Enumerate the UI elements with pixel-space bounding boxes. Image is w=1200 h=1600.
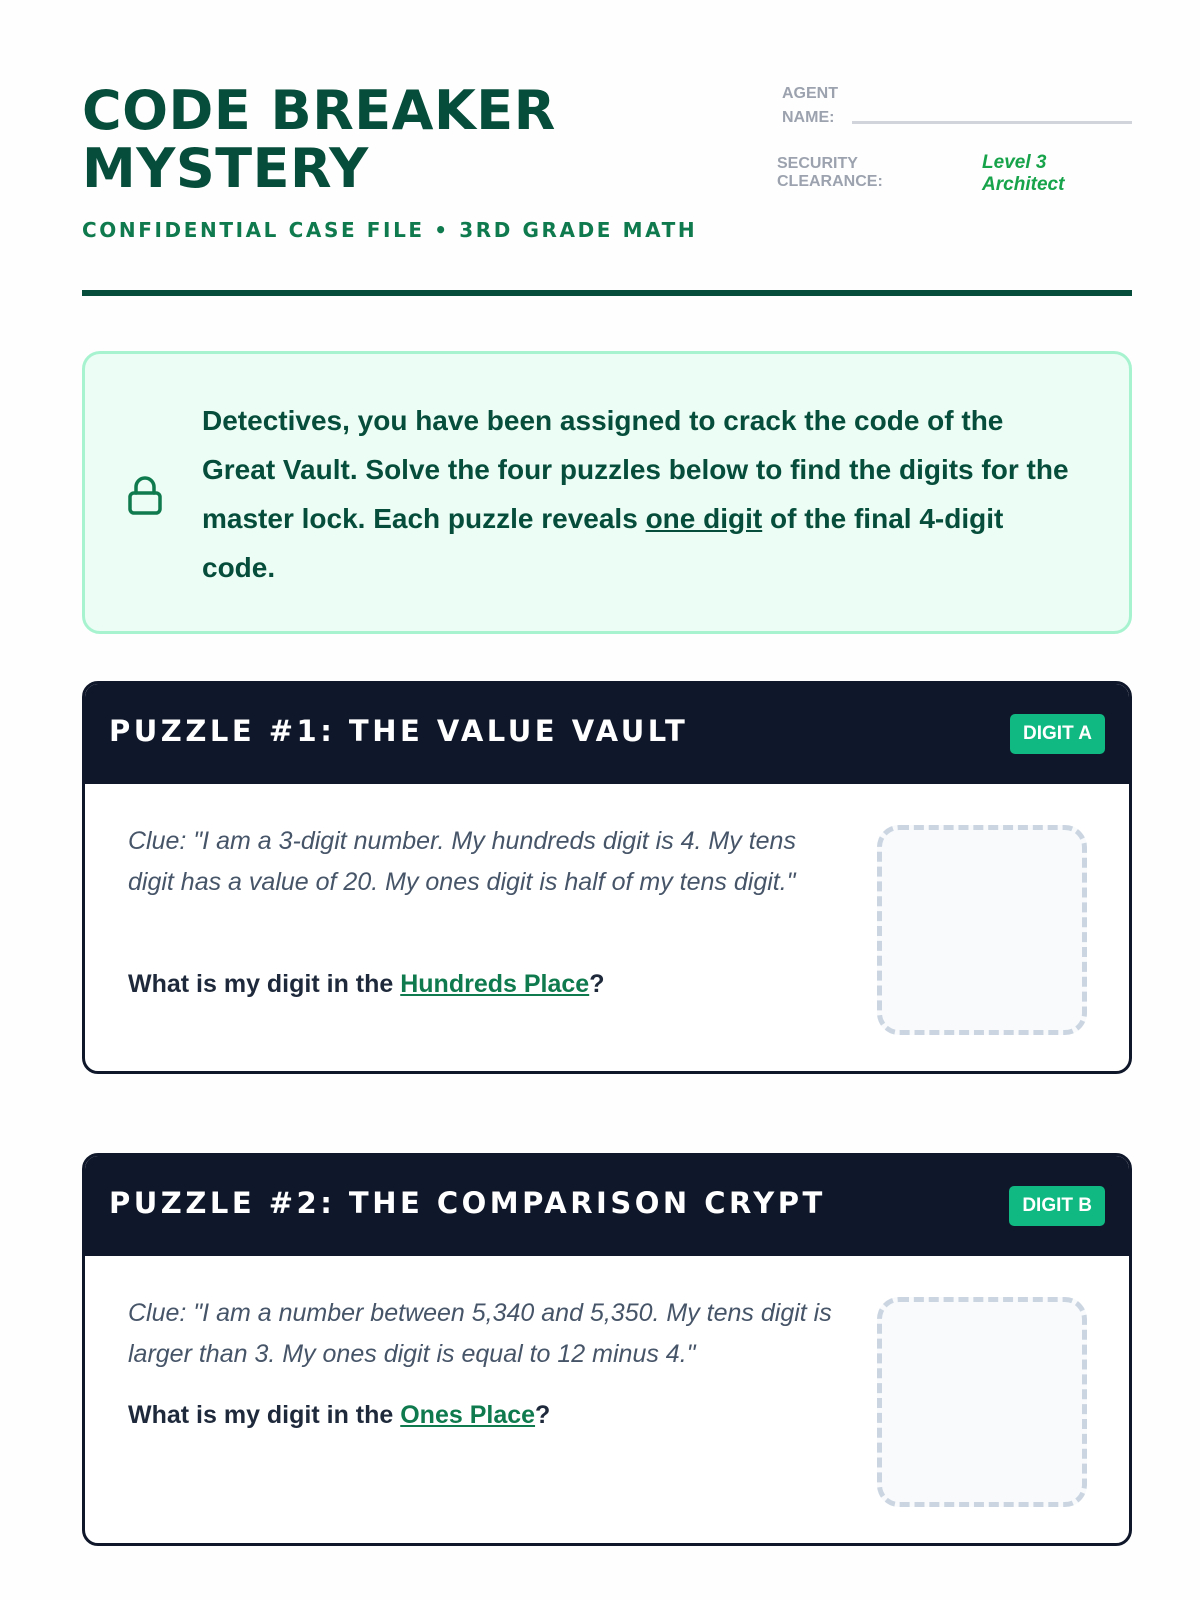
answer-box[interactable] bbox=[877, 825, 1087, 1035]
question-text: What is my digit in the bbox=[128, 970, 401, 998]
page-subtitle: CONFIDENTIAL CASE FILE • 3RD GRADE MATH bbox=[82, 218, 698, 242]
question-place: Ones Place bbox=[400, 1401, 536, 1429]
puzzle-question bbox=[128, 970, 604, 999]
puzzle-card bbox=[82, 1153, 1132, 1546]
puzzle-clue: Clue: "I am a number between 5,340 and 5,350. My tens digit is larger than 3. My ones digit is equal to 12 minus 4." bbox=[128, 1299, 832, 1368]
question-text: What is my digit in the bbox=[128, 1401, 401, 1429]
security-clearance-label: SECURITY CLEARANCE: bbox=[777, 155, 883, 190]
intro-emphasis: one digit bbox=[645, 503, 763, 534]
security-clearance-row bbox=[777, 152, 1132, 196]
intro-text bbox=[202, 396, 1082, 592]
security-clearance-value: Level 3 Architect bbox=[982, 152, 1065, 195]
digit-badge: DIGIT A bbox=[1010, 714, 1105, 754]
puzzle-header bbox=[85, 1156, 1129, 1256]
agent-name-field[interactable] bbox=[852, 121, 1132, 124]
agent-name-label: AGENT NAME: bbox=[782, 85, 838, 126]
header-divider bbox=[82, 290, 1132, 296]
question-place: Hundreds Place bbox=[400, 970, 590, 998]
worksheet-page bbox=[82, 0, 1132, 1429]
digit-badge: DIGIT B bbox=[1009, 1186, 1105, 1226]
puzzle-header bbox=[85, 684, 1129, 784]
answer-box[interactable] bbox=[877, 1297, 1087, 1507]
intro-text-part: Detectives, you have been assigned to crack the code of the Great Vault. Solve the four puzzles below to find the digits for the master lock. Each puzzle reveals bbox=[202, 405, 1069, 534]
puzzle-title: PUZZLE #2: THE COMPARISON CRYPT bbox=[109, 1186, 826, 1220]
puzzle-title: PUZZLE #1: THE VALUE VAULT bbox=[109, 714, 689, 748]
intro-box bbox=[82, 351, 1132, 634]
question-text: ? bbox=[535, 1401, 551, 1429]
intro-text-part: of the final 4-digit code. bbox=[202, 503, 1004, 583]
header bbox=[82, 0, 1132, 300]
question-text: ? bbox=[589, 970, 605, 998]
lock-icon bbox=[127, 476, 163, 516]
puzzle-clue: Clue: "I am a 3-digit number. My hundreds digit is 4. My tens digit has a value of 20. My ones digit is half of my tens digit." bbox=[128, 827, 796, 896]
puzzle-card bbox=[82, 681, 1132, 1074]
agent-info bbox=[777, 80, 1132, 196]
agent-name-row bbox=[777, 80, 1132, 130]
page-title: CODE BREAKER MYSTERY bbox=[82, 79, 556, 200]
puzzle-question bbox=[128, 1401, 550, 1430]
